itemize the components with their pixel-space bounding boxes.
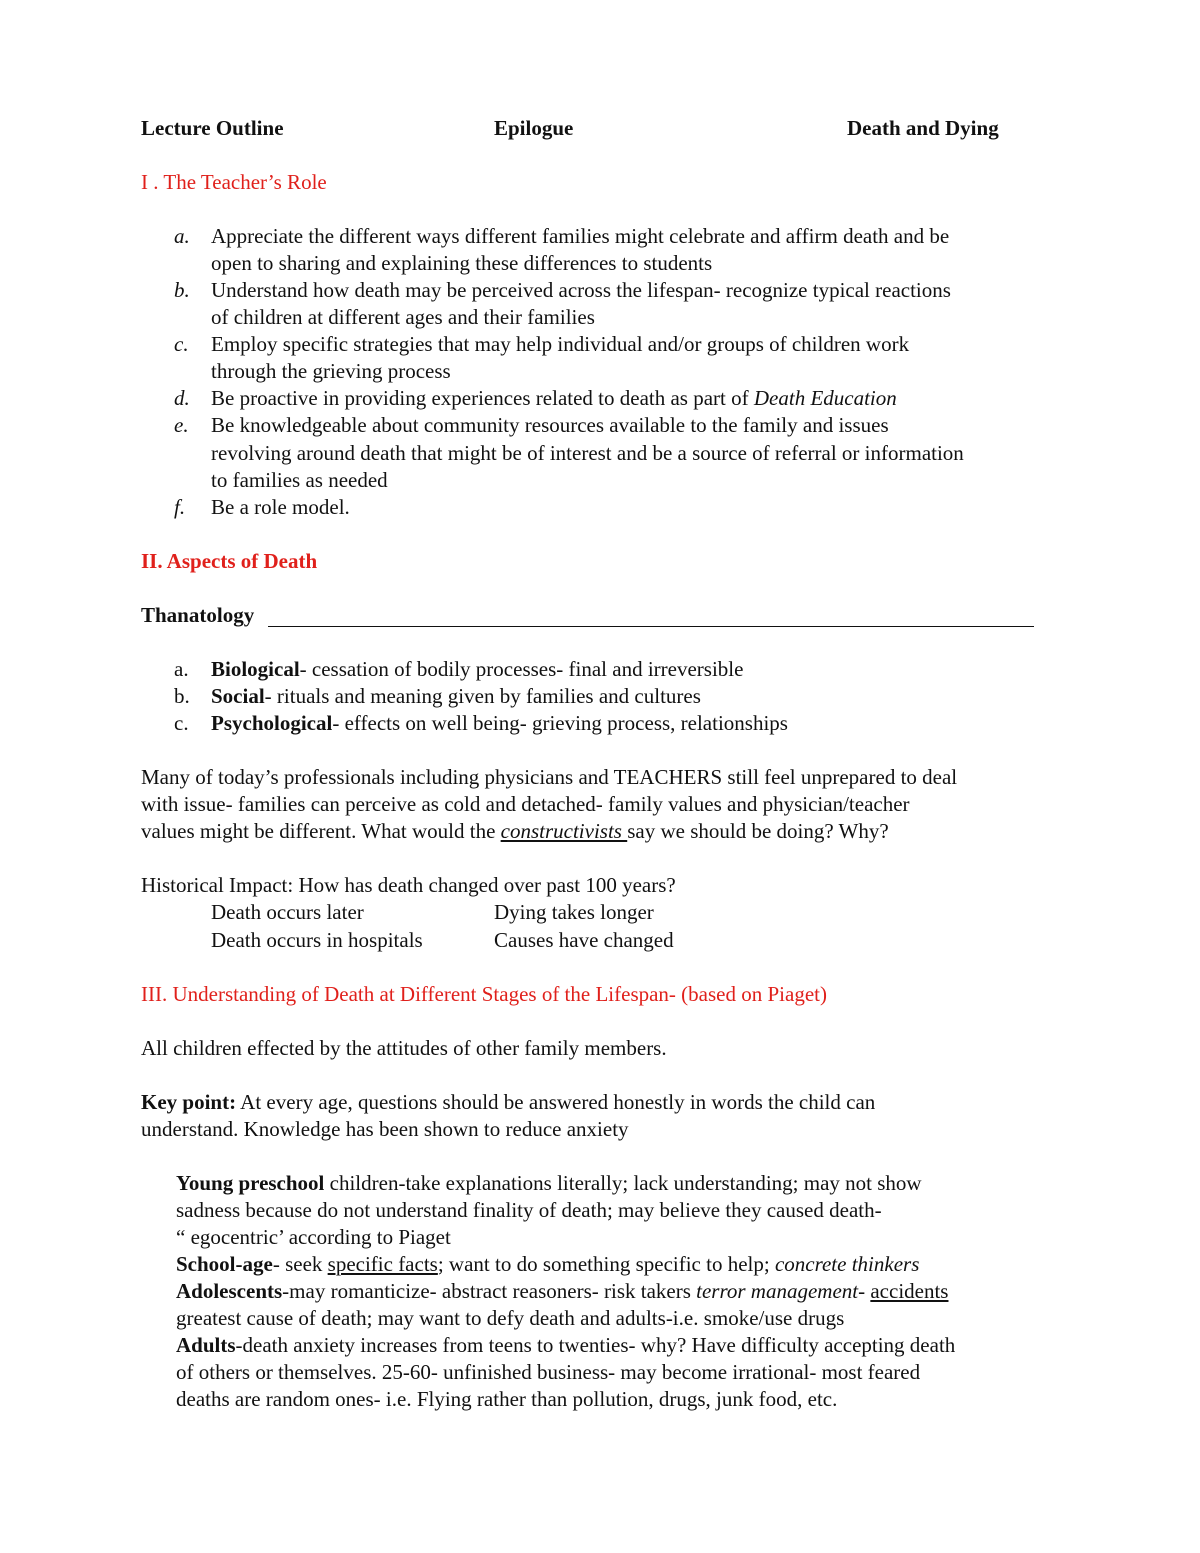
aspect-b-term: Social <box>211 684 265 708</box>
aspect-a-term: Biological <box>211 657 300 681</box>
change-causes: Causes have changed <box>494 928 674 952</box>
adults-term: Adults <box>176 1333 236 1357</box>
aspect-c-term: Psychological <box>211 711 333 735</box>
school-age-line <box>176 1251 919 1278</box>
adults-line1 <box>176 1332 955 1359</box>
section-2-heading: II. Aspects of Death <box>141 549 318 573</box>
specific-facts-term: specific facts <box>327 1252 438 1276</box>
item-d-line1 <box>211 385 897 412</box>
item-f-marker: f. <box>174 495 186 519</box>
key-point-line2: understand. Knowledge has been shown to reduce anxiety <box>141 1117 629 1141</box>
historical-impact-question: Historical Impact: How has death changed over past 100 years? <box>141 873 676 897</box>
section-1-heading: I . The Teacher’s Role <box>141 170 327 194</box>
key-point-label: Key point: <box>141 1090 237 1114</box>
accidents-term: accidents <box>870 1279 949 1303</box>
adolescents-line2: greatest cause of death; may want to defy death and adults-i.e. smoke/use drugs <box>176 1306 845 1330</box>
item-c-line2: through the grieving process <box>211 359 451 383</box>
item-c-marker: c. <box>174 332 189 356</box>
item-b-marker: b. <box>174 278 190 302</box>
item-d-emphasis: Death Education <box>753 386 897 410</box>
professionals-line3-b: say we should be doing? Why? <box>627 819 889 843</box>
aspect-a-marker: a. <box>174 657 189 681</box>
item-d-text: Be proactive in providing experiences related to death as part of <box>211 386 754 410</box>
aspect-biological <box>211 656 743 683</box>
aspect-psychological <box>211 710 788 737</box>
item-f-line1: Be a role model. <box>211 495 350 519</box>
young-preschool-line1 <box>176 1170 922 1197</box>
professionals-line3-a: values might be different. What would the <box>141 819 501 843</box>
aspect-c-marker: c. <box>174 711 189 735</box>
terror-management-term: terror management <box>696 1279 859 1303</box>
adolescents-line1 <box>176 1278 948 1305</box>
item-c-line1: Employ specific strategies that may help individual and/or groups of children work <box>211 332 910 356</box>
item-b-line1: Understand how death may be perceived across the lifespan- recognize typical reactions <box>211 278 951 302</box>
professionals-line3 <box>141 818 889 845</box>
item-e-line3: to families as needed <box>211 468 388 492</box>
section-3-heading: III. Understanding of Death at Different Stages of the Lifespan- (based on Piaget) <box>141 982 827 1006</box>
thanatology-underline <box>268 626 1034 627</box>
school-age-b: ; want to do something specific to help; <box>437 1252 775 1276</box>
header-center: Epilogue <box>494 116 574 140</box>
thanatology-label: Thanatology <box>141 603 255 627</box>
aspect-b-desc: - rituals and meaning given by families and cultures <box>264 684 701 708</box>
key-point-line1 <box>141 1089 875 1116</box>
young-preschool-term: Young preschool <box>176 1171 325 1195</box>
change-death-later: Death occurs later <box>211 900 364 924</box>
item-a-line1: Appreciate the different ways different families might celebrate and affirm death and be <box>211 224 950 248</box>
concrete-thinkers-term: concrete thinkers <box>774 1252 920 1276</box>
aspect-a-desc: - cessation of bodily processes- final and irreversible <box>299 657 744 681</box>
key-point-text: At every age, questions should be answered honestly in words the child can <box>236 1090 876 1114</box>
change-dying-longer: Dying takes longer <box>494 900 654 924</box>
header-left: Lecture Outline <box>141 116 284 140</box>
adolescents-b: - <box>858 1279 871 1303</box>
aspect-c-desc: - effects on well being- grieving process, relationships <box>332 711 788 735</box>
item-a-line2: open to sharing and explaining these differences to students <box>211 251 713 275</box>
professionals-line2: with issue- families can perceive as cold and detached- family values and physician/teacher <box>141 792 910 816</box>
all-children-line: All children effected by the attitudes of other family members. <box>141 1036 667 1060</box>
school-age-a: - seek <box>272 1252 328 1276</box>
item-e-marker: e. <box>174 413 189 437</box>
item-e-line2: revolving around death that might be of interest and be a source of referral or information <box>211 441 964 465</box>
change-hospitals: Death occurs in hospitals <box>211 928 423 952</box>
adults-text: -death anxiety increases from teens to twenties- why? Have difficulty accepting death <box>235 1333 956 1357</box>
adults-line2: of others or themselves. 25-60- unfinished business- may become irrational- most feared <box>176 1360 921 1384</box>
young-preschool-text: children-take explanations literally; lack understanding; may not show <box>324 1171 922 1195</box>
adolescents-term: Adolescents <box>176 1279 283 1303</box>
aspect-b-marker: b. <box>174 684 190 708</box>
young-preschool-line2: sadness because do not understand finality of death; may believe they caused death- <box>176 1198 882 1222</box>
adolescents-a: -may romanticize- abstract reasoners- risk takers <box>282 1279 697 1303</box>
constructivists-term: constructivists <box>500 819 628 843</box>
aspect-social <box>211 683 701 710</box>
item-a-marker: a. <box>174 224 190 248</box>
item-b-line2: of children at different ages and their families <box>211 305 595 329</box>
item-e-line1: Be knowledgeable about community resources available to the family and issues <box>211 413 889 437</box>
professionals-line1: Many of today’s professionals including physicians and TEACHERS still feel unprepared to deal <box>141 765 958 789</box>
item-d-marker: d. <box>174 386 190 410</box>
adults-line3: deaths are random ones- i.e. Flying rather than pollution, drugs, junk food, etc. <box>176 1387 838 1411</box>
school-age-term: School-age <box>176 1252 273 1276</box>
header-right: Death and Dying <box>847 116 999 140</box>
young-preschool-line3: “ egocentric’ according to Piaget <box>176 1225 451 1249</box>
